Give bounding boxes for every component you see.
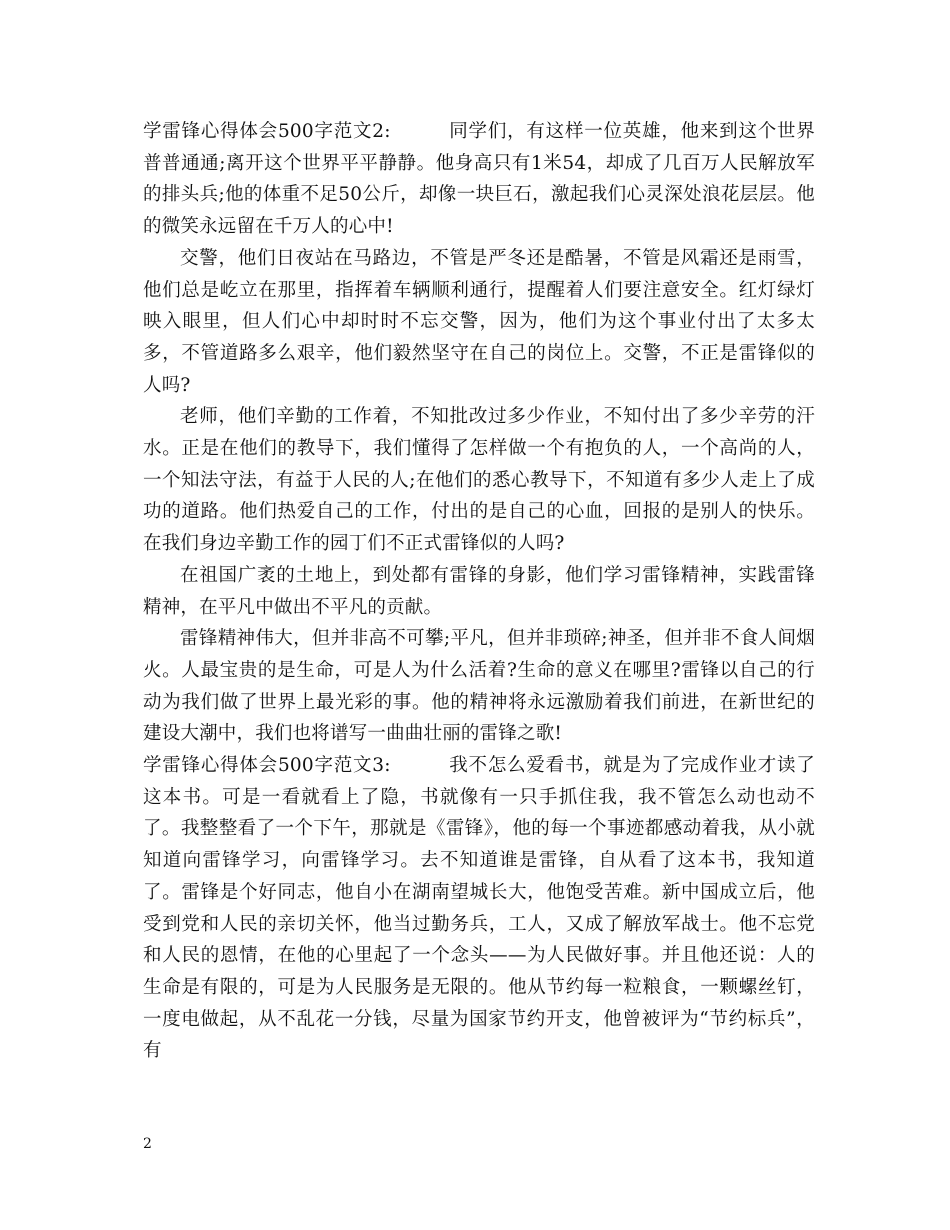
section-3-paragraph <box>143 750 815 1067</box>
paragraph-leifeng-spirit: 雷锋精神伟大，但并非高不可攀;平凡，但并非琐碎;神圣，但并非不食人间烟火。人最宝贵的是生命，可是人为什么活着?生命的意义在哪里?雷锋以自己的行动为我们做了世界上最光彩的事。他的精神将永远激励着我们前进，在新世纪的建设大潮中，我们也将谱写一曲曲壮丽的雷锋之歌! <box>143 628 815 745</box>
section-2-heading: 学雷锋心得体会500字范文2: <box>143 121 391 142</box>
section-3-heading: 学雷锋心得体会500字范文3: <box>143 755 391 777</box>
section-3-body-text: 我不怎么爱看书，就是为了完成作业才读了这本书。可是一看就看上了隐，书就像有一只手抓住我，我不管怎么动也动不了。我整整看了一个下午，那就是《雷锋》，他的每一个事迹都感动着我，从小就知道向雷锋学习，向雷锋学习。去不知道谁是雷锋，自从看了这本书，我知道了。雷锋是个好同志，他自小在湖南望城长大，他饱受苦难。新中国成立后，他受到党和人民的亲切关怀，他当过勤务兵，工人，又成了解放军战士。他不忘党和人民的恩情，在他的心里起了一个念头——为人民做好事。并且他还说：人的生命是有限的，可是为人民服务是无限的。他从节约每一粒粮食，一颗螺丝钉，一度电做起，从不乱花一分钱，尽量为国家节约开支，他曾被评为“节约标兵”，有 <box>143 755 815 1062</box>
page-number: 2 <box>143 1136 152 1152</box>
section-2-intro-text: 同学们，有这样一位英雄，他来到这个世界普普通通;离开这个世界平平静静。他身高只有1米54，却成了几百万人民解放军的排头兵;他的体重不足50公斤，却像一块巨石，激起我们心灵深处浪花层层。他的微笑永远留在千万人的心中! <box>143 121 815 238</box>
document-body <box>143 116 815 1067</box>
paragraph-teachers: 老师，他们辛勤的工作着，不知批改过多少作业，不知付出了多少辛劳的汗水。正是在他们的教导下，我们懂得了怎样做一个有抱负的人，一个高尚的人，一个知法守法，有益于人民的人;在他们的悉心教导下，不知道有多少人走上了成功的道路。他们热爱自己的工作，付出的是自己的心血，回报的是别人的快乐。在我们身边辛勤工作的园丁们不正式雷锋似的人吗? <box>143 406 815 555</box>
paragraph-traffic-police: 交警，他们日夜站在马路边，不管是严冬还是酷暑，不管是风霜还是雨雪，他们总是屹立在那里，指挥着车辆顺利通行，提醒着人们要注意安全。红灯绿灯映入眼里，但人们心中却时时不忘交警，因为，他们为这个事业付出了太多太多，不管道路多么艰辛，他们毅然坚守在自己的岗位上。交警，不正是雷锋似的人吗? <box>143 247 815 396</box>
paragraph-motherland: 在祖国广袤的土地上，到处都有雷锋的身影，他们学习雷锋精神，实践雷锋精神，在平凡中做出不平凡的贡献。 <box>143 564 815 618</box>
section-2-paragraph <box>143 116 815 243</box>
